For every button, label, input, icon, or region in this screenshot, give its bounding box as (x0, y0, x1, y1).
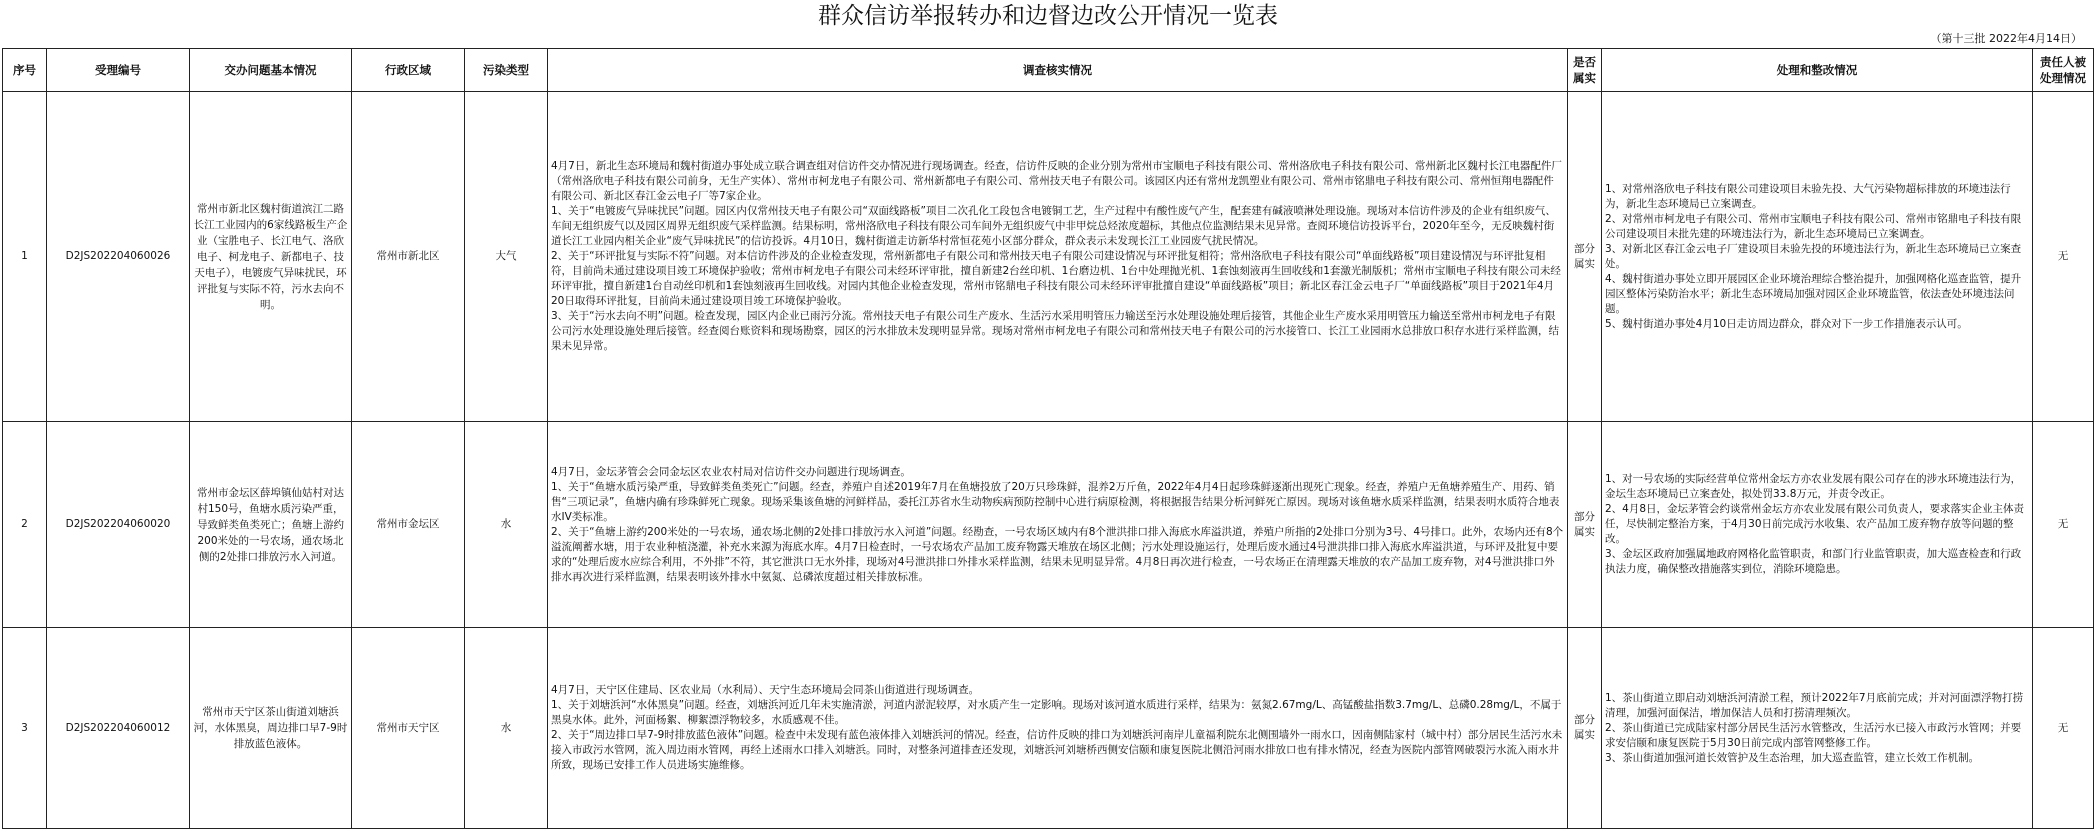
batch-date: （第十三批 2022年4月14日） (1930, 32, 2082, 45)
row-pollution: 大气 (465, 92, 548, 422)
handling-paragraph: 3、茶山街道加强河道长效管护及生态治理，加大巡查监管，建立长效工作机制。 (1605, 751, 1980, 764)
handling-paragraph: 2、对常州市柯龙电子有限公司、常州市宝顺电子科技有限公司、常州市铭鼎电子科技有限公司建设项目未批先建的环境违法行为，新北生态环境局已立案调查。 (1605, 212, 2022, 240)
handling-paragraph: 1、对一号农场的实际经营单位常州金坛方亦农业发展有限公司存在的涉水环境违法行为，金坛生态环境局已立案查处，拟处罚33.8万元，并责令改正。 (1605, 473, 2022, 500)
row-summary: 常州市天宁区茶山街道刘塘浜河，水体黑臭，周边排口早7-9时排放蓝色液体。 (190, 628, 352, 829)
table-row (3, 422, 2094, 628)
row-region: 常州市金坛区 (352, 422, 465, 628)
row-summary: 常州市金坛区薛埠镇仙姑村对达村150号，鱼塘水质污染严重，导致鲜类鱼类死亡；鱼塘上游约200米处的一号农场，通农场北侧的2处排口排放污水入河道。 (190, 422, 352, 628)
investigation-paragraph: 2、关于“周边排口早7-9时排放蓝色液体”问题。检查中未发现有蓝色液体排入刘塘浜河的情况。经查，信访件反映的排口为刘塘浜河南岸儿童福利院东北侧围墙外一雨水口，因南侧陆家村（城中村）部分居民生活污水未接入市政污水管网，流入周边雨水管网，再经上述雨水口排入刘塘浜。同时，对整条河道排查还发现，刘塘浜河刘塘桥西侧安信颐和康复医院北侧沿河雨水排放口也有排水情况，经查为医院内部管网破裂污水流入雨水井所致，现场已安排工作人员进场实施维修。 (551, 729, 1563, 771)
header-seq: 序号 (3, 49, 47, 92)
row-responsible: 无 (2033, 422, 2094, 628)
table-row (3, 92, 2094, 422)
row-id: D2JS202204060026 (47, 92, 190, 422)
row-responsible: 无 (2033, 628, 2094, 829)
handling-paragraph: 4、魏村街道办事处立即开展园区企业环境治理综合整治提升，加强网格化巡查监管，提升园区整体污染防治水平；新北生态环境局加强对园区企业环境监管，依法查处环境违法问题。 (1605, 272, 2022, 315)
header-region: 行政区域 (352, 49, 465, 92)
row-verified: 部分属实 (1568, 422, 1602, 628)
header-summary: 交办问题基本情况 (190, 49, 352, 92)
header-pollution: 污染类型 (465, 49, 548, 92)
row-handling (1602, 422, 2033, 628)
row-handling (1602, 628, 2033, 829)
investigation-paragraph: 2、关于“鱼塘上游约200米处的一号农场，通农场北侧的2处排口排放污水入河道”问题。经勘查，一号农场区域内有8个泄洪排口排入海底水库溢洪道，养殖户所指的2处排口分别为3号、4号排口。此外，农场内还有8个溢流阐蓄水塘，用于农业种植浇灌，补充水来源为海底水库。4月7日检查时，一号农场农产品加工废弃物露天堆放在场区北侧；污水处理设施运行，处理后废水通过4号泄洪排口排入海底水库溢洪道，与环评及批复中要求的“处理后废水应综合利用，不外排”不符，其它泄洪口无水外排，现场对4号泄洪排口外排水采样监测，结果未见明显异常。4月8日再次进行检查，一号农场正在清理露天堆放的农产品加工废弃物，对4号泄洪排口外排水再次进行采样监测，结果表明该外排水中氨氮、总磷浓度超过相关排放标准。 (551, 525, 1564, 583)
header-handling: 处理和整改情况 (1602, 49, 2033, 92)
disclosure-table (2, 48, 2094, 829)
handling-paragraph: 3、金坛区政府加强属地政府网格化监管职责，和部门行业监管职责，加大巡查检查和行政执法力度，确保整改措施落实到位，消除环境隐患。 (1605, 548, 2022, 575)
header-responsible: 责任人被处理情况 (2033, 49, 2094, 92)
handling-paragraph: 2、4月8日，金坛茅管会约谈常州金坛方亦农业发展有限公司负责人，要求落实企业主体责任，尽快制定整治方案，于4月30日前完成污水收集、农产品加工废弃物存放等问题的整改。 (1605, 503, 2025, 545)
row-investigation (548, 628, 1568, 829)
investigation-paragraph: 1、关于刘塘浜河“水体黑臭”问题。经查，刘塘浜河近几年未实施清淤，河道内淤泥较厚，对水质产生一定影响。现场对该河道水质进行采样，结果为：氨氮2.67mg/L、高锰酸盐指数3.7mg/L、总磷0.28mg/L，不属于黑臭水体。此外，河面杨絮、柳絮漂浮物较多，水质感观不佳。 (551, 699, 1562, 726)
page-title: 群众信访举报转办和边督边改公开情况一览表 (818, 3, 1278, 29)
header-row (3, 49, 2094, 92)
row-seq: 2 (3, 422, 47, 628)
row-handling (1602, 92, 2033, 422)
row-investigation (548, 422, 1568, 628)
row-pollution: 水 (465, 422, 548, 628)
row-verified: 部分属实 (1568, 628, 1602, 829)
investigation-paragraph: 4月7日，天宁区住建局、区农业局（水利局）、天宁生态环境局会同茶山街道进行现场调查。 (551, 684, 980, 696)
investigation-paragraph: 1、关于“鱼塘水质污染严重，导致鲜类鱼类死亡”问题。经查，养殖户自述2019年7月在鱼塘投放了20万只珍珠鲜，混养2万斤鱼，2022年4月4日起珍珠鲜逐渐出现死亡现象。经查，养殖户无鱼塘养殖生产、用药、销售“三项记录”，鱼塘内确有珍珠鲜死亡现象。现场采集该鱼塘的河鲜样品，委托江苏省水生动物疾病预防控制中心进行病原检测，将根据报告结果分析河鲜死亡原因。现场对该鱼塘水质采样监测，结果表明水质符合地表水IV类标准。 (551, 480, 1560, 523)
investigation-paragraph: 1、关于“电镀废气异味扰民”问题。园区内仅常州技天电子有限公司“双面线路板”项目二次孔化工段包含电镀铜工艺，生产过程中有酸性废气产生，配套建有碱液喷淋处理设施。现场对本信访件涉及的企业有组织废气、车间无组织废气以及园区周界无组织废气采样监测。结果标明，常州洛欣电子科技有限公司车间外无组织废气中非甲烷总烃浓度超标，其他点位监测结果未见异常。查阅环境信访投诉平台，2020年至今，无反映魏村街道长江工业园内相关企业“废气异味扰民”的信访投诉。4月10日，魏村街道走访新华村常恒花苑小区部分群众，群众表示未发现长江工业园废气扰民情况。 (551, 205, 1556, 247)
row-verified: 部分属实 (1568, 92, 1602, 422)
table-row (3, 628, 2094, 829)
row-pollution: 水 (465, 628, 548, 829)
header-id: 受理编号 (47, 49, 190, 92)
row-investigation (548, 92, 1568, 422)
handling-paragraph: 3、对新北区春江金云电子厂建设项目未验先投的环境违法行为，新北生态环境局已立案查处。 (1605, 242, 2022, 270)
row-responsible: 无 (2033, 92, 2094, 422)
header-investigation: 调查核实情况 (548, 49, 1568, 92)
row-seq: 3 (3, 628, 47, 829)
row-seq: 1 (3, 92, 47, 422)
row-region: 常州市天宁区 (352, 628, 465, 829)
handling-paragraph: 1、对常州洛欣电子科技有限公司建设项目未验先投、大气污染物超标排放的环境违法行为，新北生态环境局已立案调查。 (1605, 182, 2011, 210)
row-region: 常州市新北区 (352, 92, 465, 422)
row-id: D2JS202204060020 (47, 422, 190, 628)
handling-paragraph: 2、茶山街道已完成陆家村部分居民生活污水管整改，生活污水已接入市政污水管网；并要求安信颐和康复医院于5月30日前完成内部管网整修工作。 (1605, 721, 2022, 749)
header-verified: 是否属实 (1568, 49, 1602, 92)
investigation-paragraph: 3、关于“污水去向不明”问题。检查发现，园区内企业已雨污分流。常州技天电子有限公司生产废水、生活污水采用明管压力输送至污水处理设施处理后接管，其他企业生产废水采用明管压力输送至常州市柯龙电子有限公司污水处理设施处理后接管。经查阅台账资料和现场勘察，园区的污水排放未发现明显异常。现场对常州市柯龙电子有限公司和常州技天电子有限公司的污水接管口、长江工业园雨水总排放口积存水进行采样监测，结果未见异常。 (551, 310, 1559, 352)
row-summary: 常州市新北区魏村街道滨江二路长江工业园内的6家线路板生产企业（宝胜电子、长江电气、洛欣电子、柯龙电子、新都电子、技天电子），电镀废气异味扰民，环评批复与实际不符，污水去向不明。 (190, 92, 352, 422)
handling-paragraph: 5、魏村街道办事处4月10日走访周边群众，群众对下一步工作措施表示认可。 (1605, 317, 1968, 330)
row-id: D2JS202204060012 (47, 628, 190, 829)
investigation-paragraph: 2、关于“环评批复与实际不符”问题。对本信访件涉及的企业检查发现，常州新都电子有限公司和常州技天电子有限公司建设情况与环评批复相符；常州洛欣电子科技有限公司“单面线路板”项目建设情况与环评批复相符，目前尚未通过建设项目竣工环境保护验收；常州市柯龙电子有限公司未经环评审批，擅自新建2台丝印机、1台磨边机、1台中处理抛光机、1套蚀刻液再生回收线和1套激光制版机；常州市宝顺电子科技有限公司未经环评审批，擅自新建1台自动丝印机和1套蚀刻液再生回收线。对园内其他企业检查发现，常州市铭鼎电子科技有限公司未经环评审批擅自建设“单面线路板”项目；新北区春江金云电子厂“单面线路板”项目于2021年4月20日取得环评批复，目前尚未通过建设项目竣工环境保护验收。 (551, 250, 1561, 307)
handling-paragraph: 1、茶山街道立即启动刘塘浜河清淤工程，预计2022年7月底前完成；并对河面漂浮物打捞清理，加强河面保洁，增加保洁人员和打捞清理频次。 (1605, 691, 2024, 719)
investigation-paragraph: 4月7日，新北生态环境局和魏村街道办事处成立联合调查组对信访件交办情况进行现场调查。经查，信访件反映的企业分别为常州市宝顺电子科技有限公司、常州洛欣电子科技有限公司、常州新北区魏村长江电器配件厂（常州洛欣电子科技有限公司前身，无生产实体）、常州市柯龙电子有限公司、常州新都电子有限公司、常州技天电子有限公司。该园区内还有常州龙凯塑业有限公司、常州市铭鼎电子科技有限公司、常州恒翔电器配件有限公司、新北区春江金云电子厂等7家企业。 (551, 160, 1562, 202)
investigation-paragraph: 4月7日，金坛茅管会会同金坛区农业农村局对信访件交办问题进行现场调查。 (551, 465, 911, 478)
